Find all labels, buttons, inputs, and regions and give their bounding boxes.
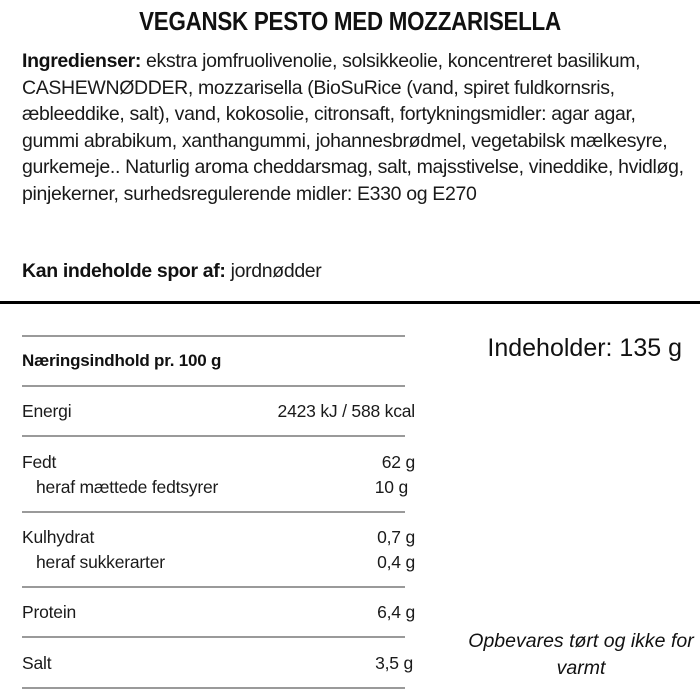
table-row-sub xyxy=(36,477,408,498)
allergens-label: Kan indeholde spor af: xyxy=(22,260,226,282)
ingredients-text: ekstra jomfruolivenolie, solsikkeolie, koncentreret basilikum, CASHEWNØDDER, mozzarisella (BioSuRice (vand, spiret fuldkornsris, æbleeddike, salt), vand, kokosolie, citronsaft, fortykningsmidler: agar agar, gummi abrabikum, xanthangummi, johannesbrødmel, vegetabilsk mælkesyre, gurkemeje.. Naturlig aroma cheddarsmag, salt, majsstivelse, vineddike, hvidløg, pinjekerner, surhedsregulerende midler: E330 og E270 xyxy=(22,50,684,205)
table-row xyxy=(22,527,415,548)
nutrient-label: Protein xyxy=(22,602,77,622)
nutrient-label: Fedt xyxy=(22,452,57,472)
nutrient-value: 10 g xyxy=(374,477,408,497)
product-title: VEGANSK PESTO MED MOZZARISELLA xyxy=(139,6,561,36)
table-rule xyxy=(22,636,405,638)
table-rule xyxy=(22,687,405,689)
nutrient-label: Salt xyxy=(22,653,52,673)
nutrient-value: 6,4 g xyxy=(377,602,415,622)
nutrient-label: Energi xyxy=(22,401,72,421)
nutrition-header-label: Næringsindhold pr. 100 g xyxy=(22,351,222,370)
ingredients-label: Ingredienser: xyxy=(22,50,141,72)
table-rule xyxy=(22,511,405,513)
nutrient-value: 0,4 g xyxy=(377,552,415,572)
table-rule xyxy=(22,335,405,337)
nutrient-value: 3,5 g xyxy=(375,653,413,673)
nutrient-label: Kulhydrat xyxy=(22,527,95,547)
ingredients-section xyxy=(22,48,692,207)
table-row xyxy=(22,602,415,623)
section-divider xyxy=(0,301,700,304)
nutrient-label: heraf sukkerarter xyxy=(36,552,165,572)
table-row-sub xyxy=(36,552,415,573)
table-row xyxy=(22,401,415,422)
nutrient-value: 2423 kJ / 588 kcal xyxy=(277,401,415,421)
nutrient-value: 0,7 g xyxy=(377,527,415,547)
storage-instructions: Opbevares tørt og ikke for varmt xyxy=(468,630,694,679)
nutrition-header xyxy=(22,351,415,371)
nutrient-value: 62 g xyxy=(381,452,415,472)
table-rule xyxy=(22,586,405,588)
table-row xyxy=(22,653,415,674)
net-contents: Indeholder: 135 g xyxy=(487,334,682,362)
allergens-text: jordnødder xyxy=(225,260,322,282)
allergens-section xyxy=(22,258,682,284)
table-rule xyxy=(22,385,405,387)
table-rule xyxy=(22,435,405,437)
nutrient-label: heraf mættede fedtsyrer xyxy=(36,477,219,497)
table-row xyxy=(22,452,415,473)
